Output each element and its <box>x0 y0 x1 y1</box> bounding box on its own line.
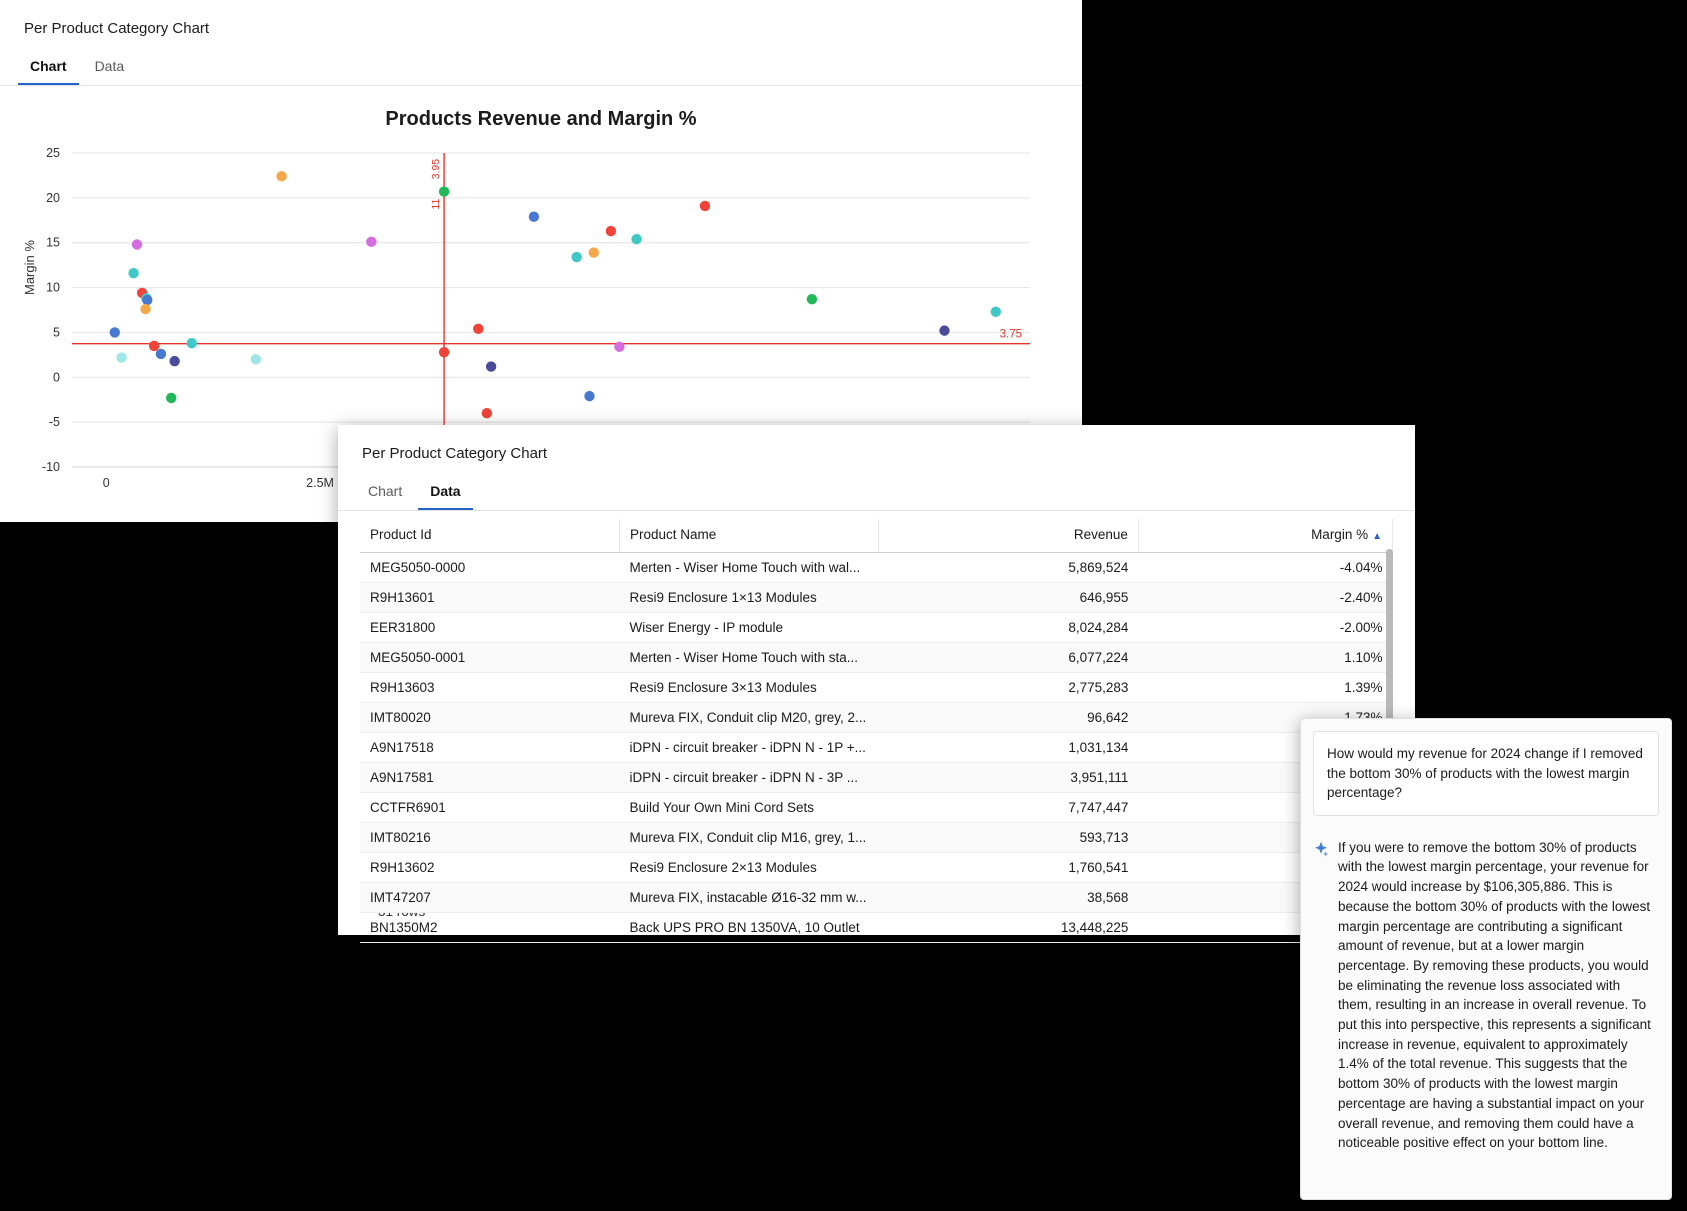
table-cell: iDPN - circuit breaker - iDPN N - 1P +... <box>619 733 878 763</box>
table-cell: Resi9 Enclosure 2×13 Modules <box>619 853 878 883</box>
svg-text:20: 20 <box>46 190 60 205</box>
table-cell: 646,955 <box>879 583 1138 613</box>
tab-data[interactable]: Data <box>83 51 137 85</box>
table-cell: MEG5050-0000 <box>360 553 619 583</box>
table-cell: 6,077,224 <box>879 643 1138 673</box>
assistant-message: If you were to remove the bottom 30% of products with the lowest margin percentage, your revenue for 2024 would increase by $106,305,886. This is because the bottom 30% of products with the lowest margin percentage are contributing a significant amount of revenue, but at a lower margin percentage. By removing these products, you would be eliminating the revenue loss associated with them, resulting in an increase in overall revenue. To put this into perspective, this represents a significant increase in revenue, equivalent to approximately 1.4% of the total revenue. This suggests that the bottom 30% of products with the lowest margin percentage are having a substantial impact on your overall revenue, and removing them could have a noticeable positive effect on your bottom line. <box>1338 839 1651 1151</box>
table-cell: 1.39% <box>1138 673 1392 703</box>
table-cell: 593,713 <box>879 823 1138 853</box>
tab-data[interactable]: Data <box>418 476 472 510</box>
table-row[interactable] <box>360 733 1393 763</box>
user-message: How would my revenue for 2024 change if I removed the bottom 30% of products with the lowest margin percentage? <box>1313 731 1659 816</box>
assistant-message-row <box>1313 838 1657 1153</box>
column-header-product-name[interactable]: Product Name <box>619 519 878 553</box>
svg-text:5: 5 <box>53 325 60 340</box>
table-cell: Merten - Wiser Home Touch with wal... <box>619 553 878 583</box>
table-cell: IMT47207 <box>360 883 619 913</box>
svg-text:2.5M: 2.5M <box>306 476 334 490</box>
table-row[interactable] <box>360 823 1393 853</box>
data-panel <box>338 425 1415 935</box>
table-cell: MEG5050-0001 <box>360 643 619 673</box>
table-cell: R9H13602 <box>360 853 619 883</box>
table-row[interactable] <box>360 613 1393 643</box>
sparkle-icon <box>1313 841 1329 857</box>
tab-chart[interactable]: Chart <box>18 51 79 85</box>
chart-title: Products Revenue and Margin % <box>385 108 697 130</box>
table-cell: 8,024,284 <box>879 613 1138 643</box>
table-cell: 38,568 <box>879 883 1138 913</box>
svg-text:0: 0 <box>102 476 110 490</box>
table-cell: Back UPS PRO BN 1350VA, 10 Outlet <box>619 913 878 943</box>
svg-text:-10: -10 <box>41 460 60 474</box>
table-cell: Merten - Wiser Home Touch with sta... <box>619 643 878 673</box>
chat-panel <box>1300 718 1672 1200</box>
svg-text:15: 15 <box>46 235 60 250</box>
table-header-row <box>360 519 1393 553</box>
table-row[interactable] <box>360 553 1393 583</box>
table-row[interactable] <box>360 703 1393 733</box>
svg-text:0: 0 <box>53 370 60 385</box>
table-cell: R9H13601 <box>360 583 619 613</box>
svg-text:10: 10 <box>46 280 60 295</box>
table-cell: 96,642 <box>879 703 1138 733</box>
table-cell: 3,951,111 <box>879 763 1138 793</box>
table-cell: A9N17581 <box>360 763 619 793</box>
table-cell: -2.00% <box>1138 613 1392 643</box>
svg-text:25: 25 <box>46 146 60 160</box>
data-panel-title: Per Product Category Chart <box>362 445 548 462</box>
column-header-margin[interactable] <box>1138 519 1392 553</box>
table-cell: 7,747,447 <box>879 793 1138 823</box>
product-table <box>360 519 1393 943</box>
table-cell: CCTFR6901 <box>360 793 619 823</box>
column-header-margin-label: Margin % <box>1311 527 1369 542</box>
table-cell: IMT80020 <box>360 703 619 733</box>
table-cell: R9H13603 <box>360 673 619 703</box>
table-row[interactable] <box>360 763 1393 793</box>
table-cell: Resi9 Enclosure 3×13 Modules <box>619 673 878 703</box>
table-cell: Resi9 Enclosure 1×13 Modules <box>619 583 878 613</box>
table-cell: Mureva FIX, Conduit clip M20, grey, 2... <box>619 703 878 733</box>
table-cell: -2.40% <box>1138 583 1392 613</box>
svg-text:11: 11 <box>430 198 443 210</box>
table-cell: EER31800 <box>360 613 619 643</box>
table-cell: Wiser Energy - IP module <box>619 613 878 643</box>
chart-panel-tabs <box>0 37 1082 86</box>
svg-text:3.75: 3.75 <box>999 328 1022 341</box>
table-row[interactable] <box>360 853 1393 883</box>
table-row[interactable] <box>360 643 1393 673</box>
table-cell: BN1350M2 <box>360 913 619 943</box>
sort-ascending-icon: ▲ <box>1372 531 1382 542</box>
table-cell: 2,775,283 <box>879 673 1138 703</box>
table-cell: Build Your Own Mini Cord Sets <box>619 793 878 823</box>
tab-chart[interactable]: Chart <box>356 476 414 510</box>
y-axis-label: Margin % <box>22 240 37 295</box>
table-cell: Mureva FIX, Conduit clip M16, grey, 1... <box>619 823 878 853</box>
table-cell: 1,760,541 <box>879 853 1138 883</box>
column-header-revenue[interactable]: Revenue <box>879 519 1138 553</box>
table-row[interactable] <box>360 793 1393 823</box>
table-cell: 1.10% <box>1138 643 1392 673</box>
table-cell: 5,869,524 <box>879 553 1138 583</box>
table-cell: IMT80216 <box>360 823 619 853</box>
data-panel-tabs <box>338 462 1415 511</box>
table-row[interactable] <box>360 913 1393 943</box>
data-table-area <box>360 519 1393 935</box>
table-row[interactable] <box>360 883 1393 913</box>
table-cell: 13,448,225 <box>879 913 1138 943</box>
table-cell: Mureva FIX, instacable Ø16-32 mm w... <box>619 883 878 913</box>
chart-panel-title: Per Product Category Chart <box>24 20 210 37</box>
svg-text:3.95: 3.95 <box>430 158 443 180</box>
table-row[interactable] <box>360 583 1393 613</box>
svg-text:-5: -5 <box>48 415 60 430</box>
table-cell: iDPN - circuit breaker - iDPN N - 3P ... <box>619 763 878 793</box>
table-cell: -4.04% <box>1138 553 1392 583</box>
table-row[interactable] <box>360 673 1393 703</box>
table-cell: 1,031,134 <box>879 733 1138 763</box>
column-header-product-id[interactable]: Product Id <box>360 519 619 553</box>
table-cell: A9N17518 <box>360 733 619 763</box>
